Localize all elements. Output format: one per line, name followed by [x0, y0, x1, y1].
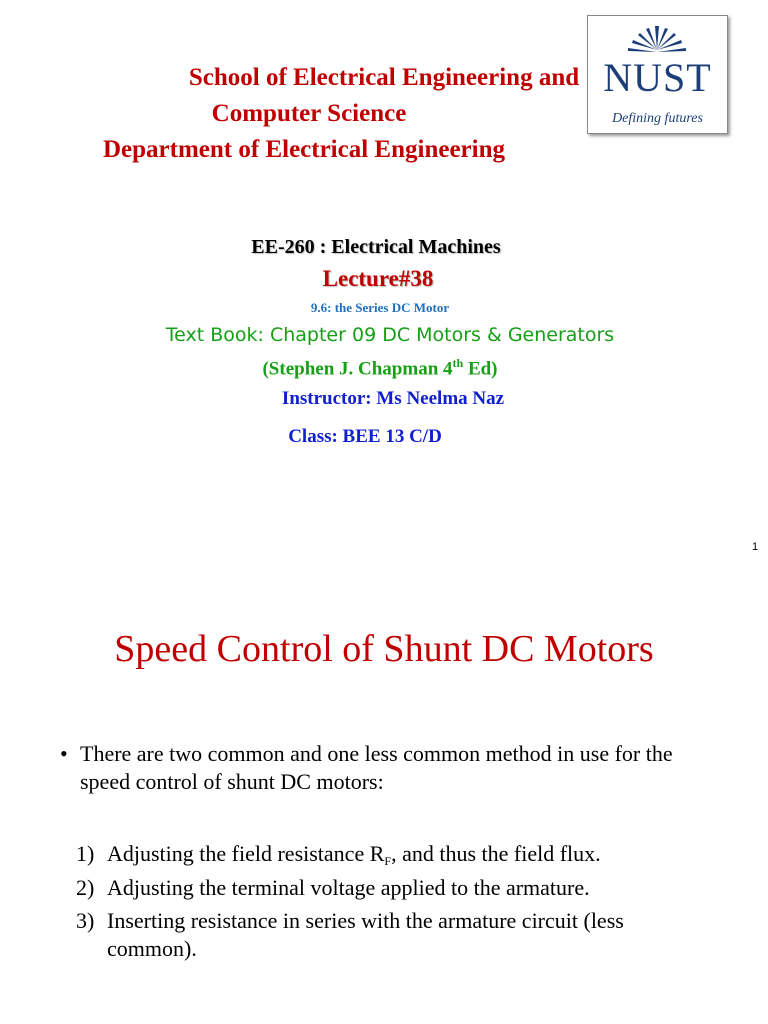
- list-item-text: Adjusting the terminal voltage applied to the armature.: [107, 875, 590, 900]
- logo-text: NUST: [603, 55, 712, 100]
- list-item-text-part: , and thus the field flux.: [391, 841, 601, 866]
- lecture-subtopic: 9.6: the Series DC Motor: [310, 300, 450, 315]
- list-item-number: 1): [76, 841, 95, 866]
- instructor-name: Instructor: Ms Neelma Naz: [281, 388, 505, 409]
- subscript: F: [384, 854, 392, 868]
- nust-logo: [587, 15, 728, 134]
- list-item-number: 3): [76, 908, 95, 933]
- list-item-text: Inserting resistance in series with the armature circuit (less common).: [107, 908, 624, 961]
- school-name-line2: Computer Science: [211, 100, 407, 127]
- school-name-line1: School of Electrical Engineering and: [188, 64, 580, 91]
- author-edition: [0, 356, 764, 380]
- list-item-text-part: Adjusting the field resistance R: [107, 841, 385, 866]
- list-item: [76, 907, 716, 961]
- author-name: (Stephen J. Chapman 4: [262, 358, 453, 380]
- bullet-paragraph: [60, 740, 700, 796]
- slide-title: Speed Control of Shunt DC Motors: [114, 628, 654, 670]
- logo-tagline: Defining futures: [612, 111, 703, 126]
- list-item: [76, 874, 716, 902]
- department-name: Department of Electrical Engineering: [103, 136, 505, 163]
- content-slide: [0, 580, 768, 1024]
- lecture-number: Lecture#38: [322, 266, 434, 291]
- list-item-number: 2): [76, 875, 95, 900]
- edition-superscript: th: [452, 356, 464, 370]
- list-item-text: [107, 840, 707, 875]
- slide-number: 1: [752, 541, 759, 553]
- class-name: Class: BEE 13 C/D: [288, 426, 442, 447]
- sunburst-icon: [622, 20, 692, 56]
- textbook-reference: Text Book: Chapter 09 DC Motors & Generators: [165, 324, 615, 346]
- list-item: [76, 840, 716, 868]
- course-title: EE-260 : Electrical Machines: [251, 236, 501, 258]
- edition-suffix: Ed): [463, 358, 498, 380]
- bullet-text: There are two common and one less common method in use for the speed control of shunt DC motors:: [80, 741, 673, 794]
- bullet-icon: •: [60, 741, 68, 766]
